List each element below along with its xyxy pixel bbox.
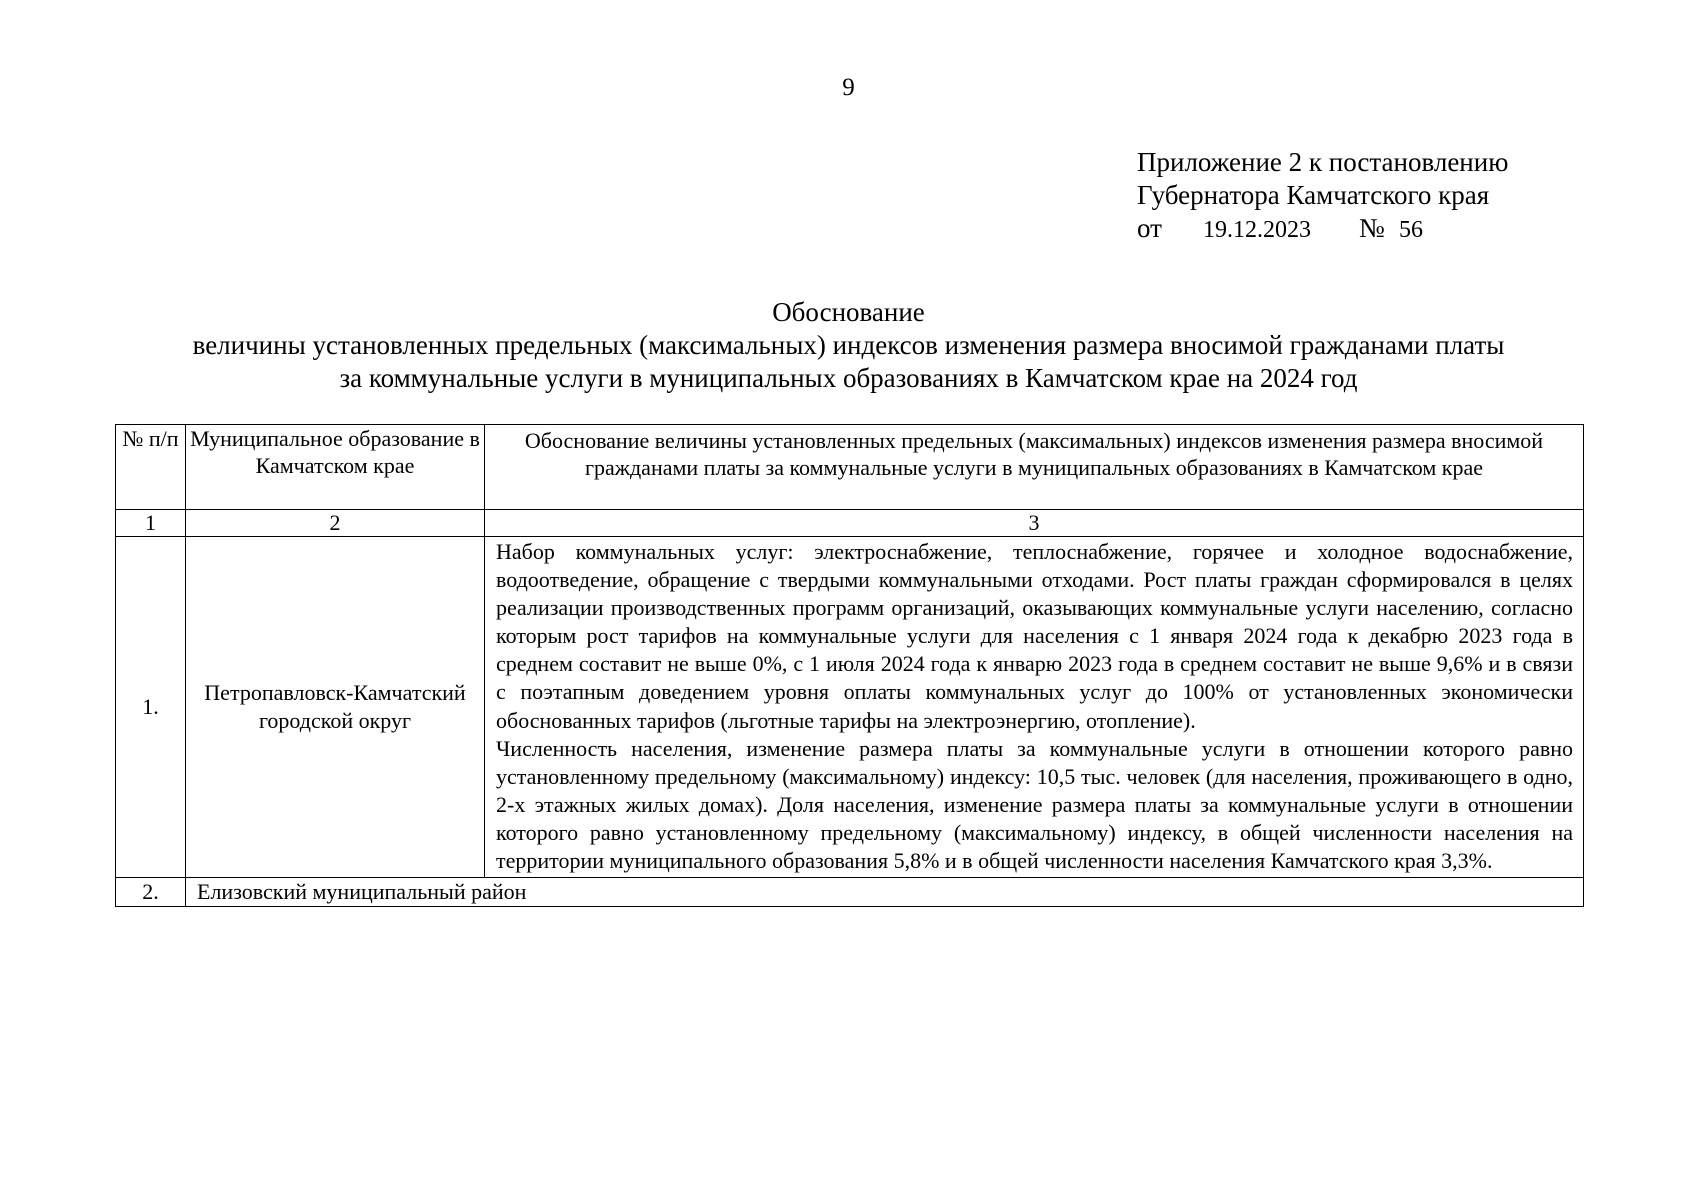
column-number-3: 3 <box>485 510 1584 537</box>
column-numbers-row <box>116 510 1584 537</box>
page-number: 9 <box>842 74 855 101</box>
justification-paragraph-2: Численность населения, изменение размера платы за коммунальные услуги в отношении которого равно установленному предельному (максимальному) индексу: 10,5 тыс. человек (для населения, проживающего в одно, 2-х этажных жилых домах). Доля населения, изменение размера платы за коммунальные услуги в отношении которого равно установленному предельному (максимальному) индексу, в общей численности населения на территории муниципального образования 5,8% и в общей численности населения Камчатского края 3,3%. <box>496 735 1573 874</box>
header-cell-justification: Обоснование величины установленных предельных (максимальных) индексов изменения размера вносимой гражданами платы за коммунальные услуги в муниципальных образованиях в Камчатском крае <box>485 425 1584 510</box>
row-number: 1. <box>116 537 186 878</box>
column-number-2: 2 <box>186 510 485 537</box>
table-header-row <box>116 425 1584 510</box>
municipality-name: Петропавловск-Камчатский городской округ <box>186 537 485 878</box>
annex-block <box>1137 146 1508 247</box>
title-line-1: Обоснование <box>772 297 925 327</box>
justification-table <box>115 424 1584 907</box>
date-prefix: от <box>1137 213 1162 243</box>
annex-line-2: Губернатора Камчатского края <box>1137 180 1490 210</box>
table-row <box>116 537 1584 878</box>
number-sign: № <box>1359 213 1385 243</box>
municipality-name: Елизовский муниципальный район <box>186 878 1584 907</box>
table-row <box>116 878 1584 907</box>
justification-paragraph-1: Набор коммунальных услуг: электроснабжение, теплоснабжение, горячее и холодное водоснабжение, водоотведение, обращение с твердыми коммунальными отходами. Рост платы граждан сформировался в целях реализации производственных программ организаций, оказывающих коммунальные услуги населению, согласно которым рост тарифов на коммунальные услуги для населения с 1 января 2024 года к декабрю 2023 года в среднем составит не выше 0%, с 1 июля 2024 года к январю 2023 года в среднем составит не выше 9,6% и в связи с поэтапным доведением уровня оплаты коммунальных услуг до 100% от установленных экономически обоснованных тарифов (льготные тарифы на электроэнергию, отопление). <box>496 539 1573 733</box>
document-date: 19.12.2023 <box>1203 217 1311 243</box>
justification-text <box>485 537 1584 878</box>
annex-line-1: Приложение 2 к постановлению <box>1137 147 1509 177</box>
header-cell-municipality: Муниципальное образование в Камчатском крае <box>186 425 485 510</box>
title-line-2: величины установленных предельных (максимальных) индексов изменения размера вносимой гражданами платы <box>192 330 1505 360</box>
header-cell-number: № п/п <box>116 425 186 510</box>
column-number-1: 1 <box>116 510 186 537</box>
title-line-3: за коммунальные услуги в муниципальных образованиях в Камчатском крае на 2024 год <box>339 363 1358 393</box>
document-number: 56 <box>1399 217 1423 243</box>
document-title <box>0 296 1697 395</box>
row-number: 2. <box>116 878 186 907</box>
annex-date-line <box>1137 212 1508 247</box>
